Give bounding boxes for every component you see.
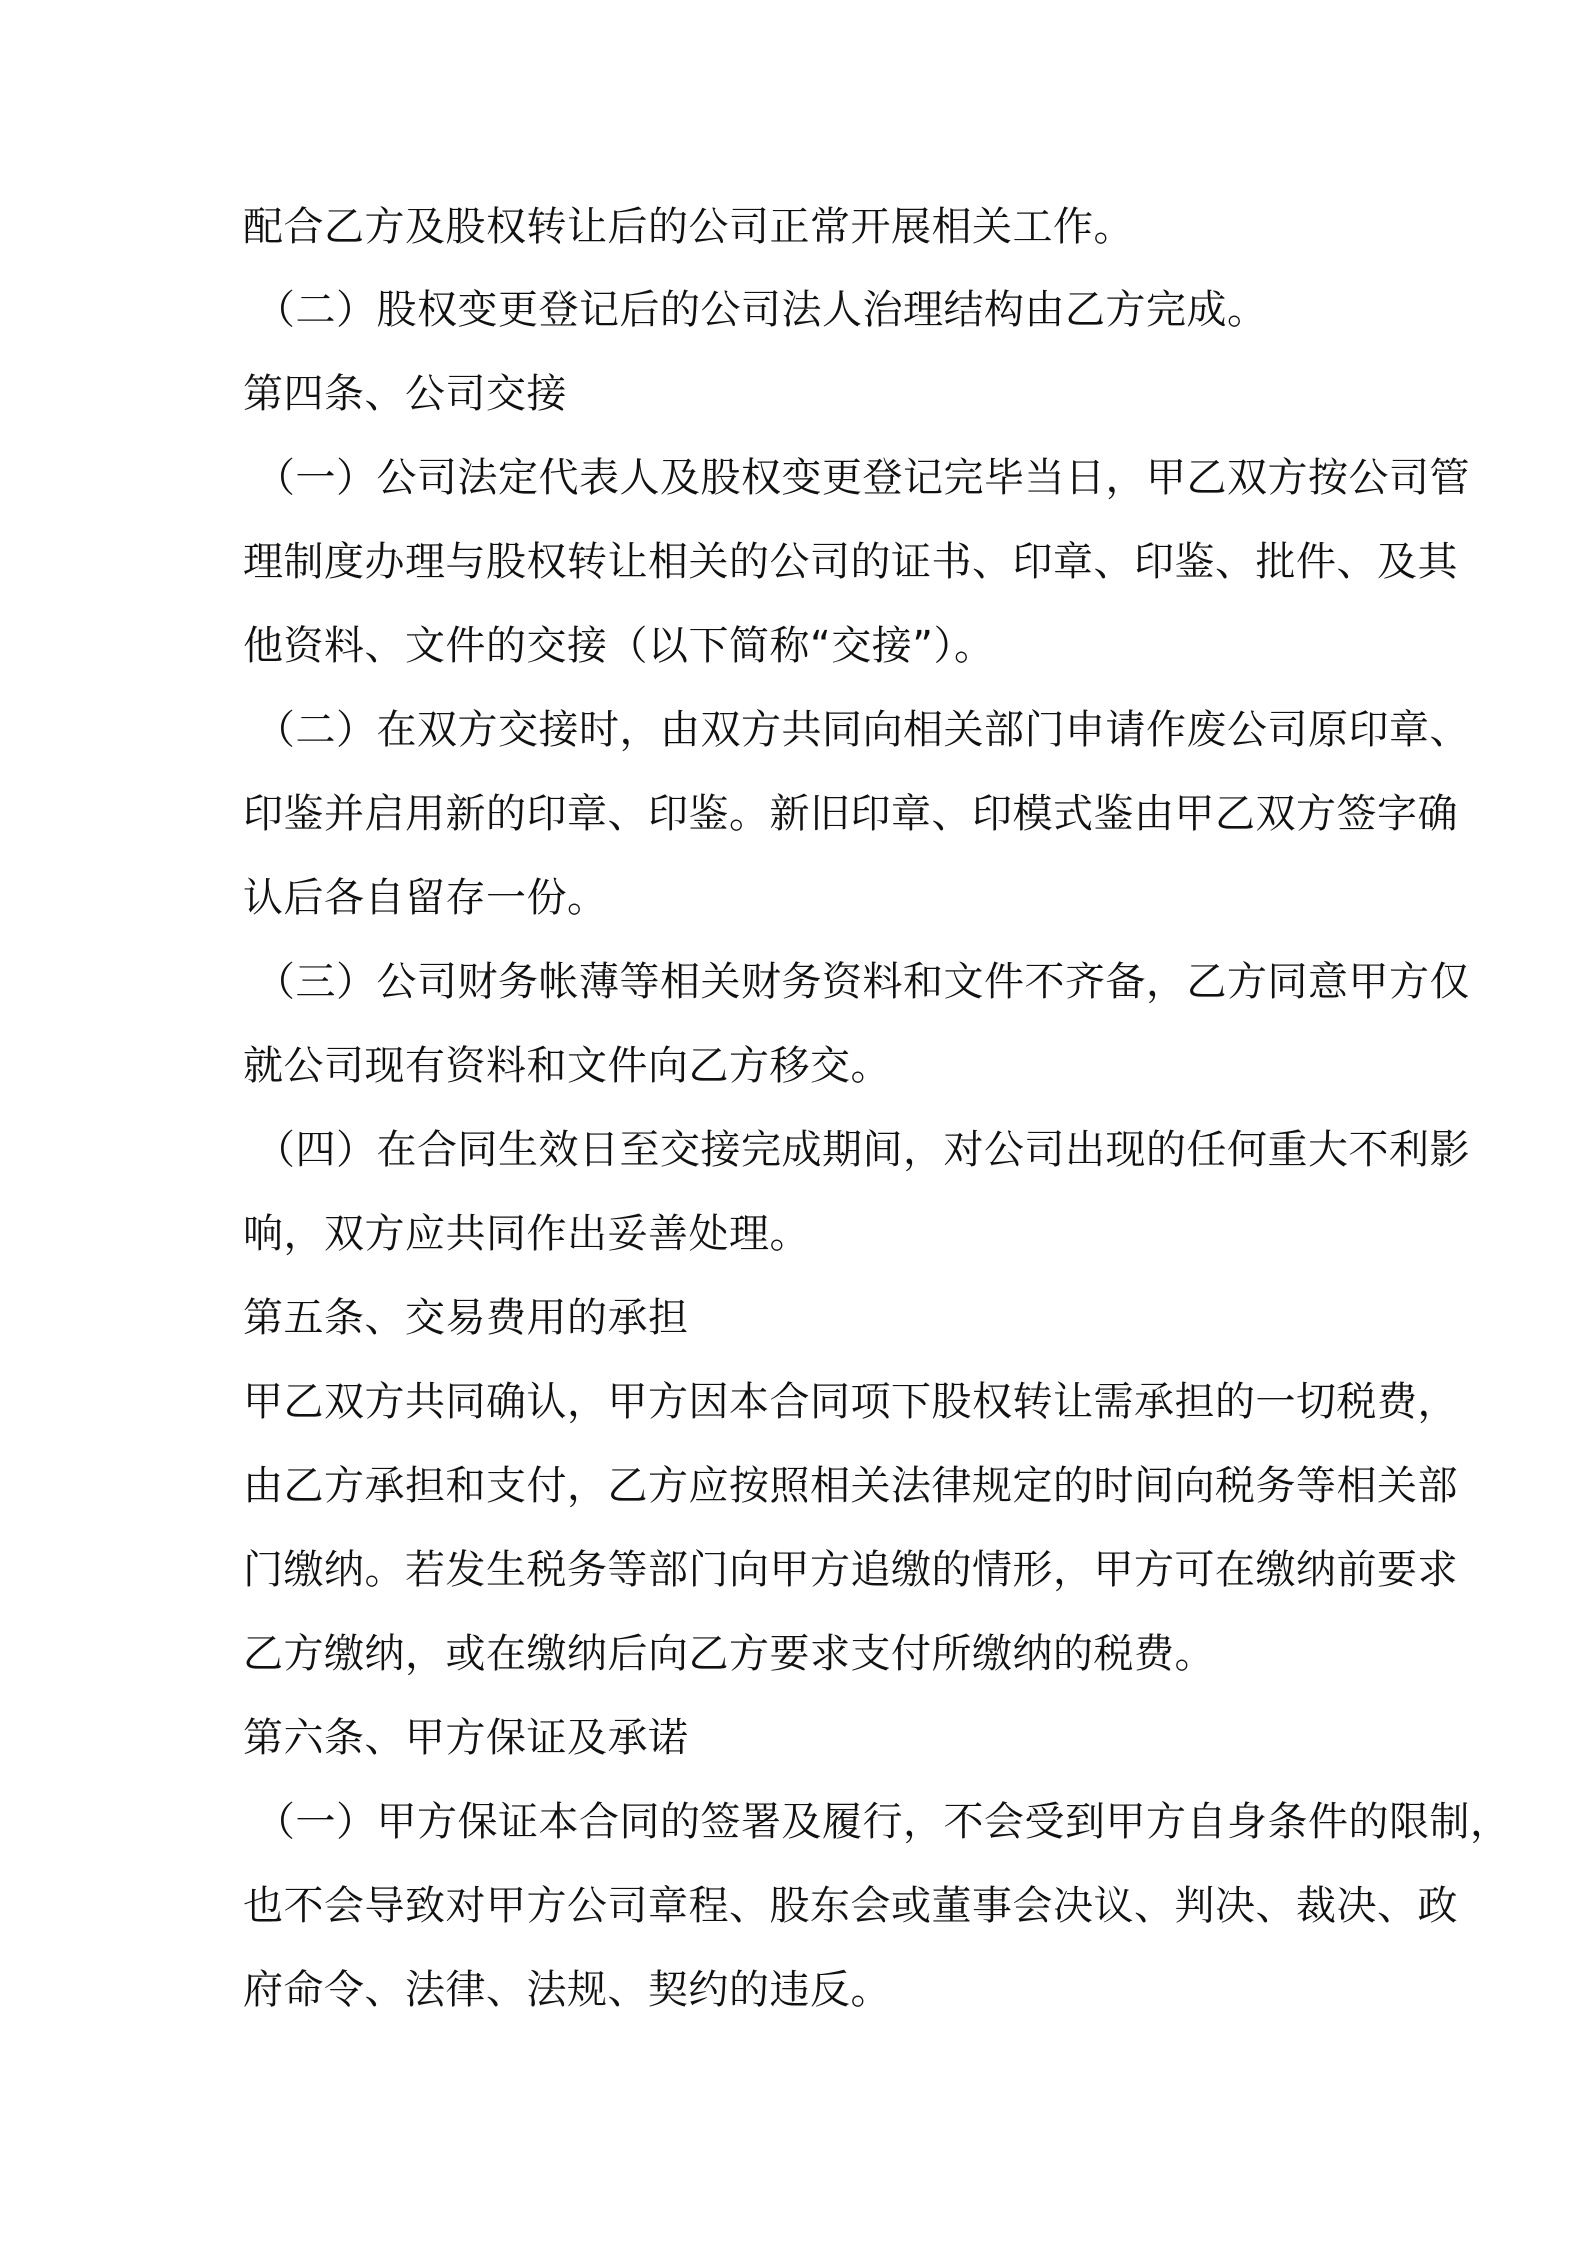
paragraph-line: 他资料、文件的交接（以下简称“交接”）。 [243,623,995,669]
article-heading: 第四条、公司交接 [243,371,567,417]
paragraph-line: 由乙方承担和支付，乙方应按照相关法律规定的时间向税务等相关部 [243,1463,1458,1509]
paragraph-line: （一）甲方保证本合同的签署及履行，不会受到甲方自身条件的限制， [255,1799,1511,1845]
paragraph-line: 府命令、法律、法规、契约的违反。 [243,1967,891,2013]
paragraph-line: 印鉴并启用新的印章、印鉴。新旧印章、印模式鉴由甲乙双方签字确 [243,791,1458,837]
paragraph-line: （一）公司法定代表人及股权变更登记完毕当日，甲乙双方按公司管 [255,455,1470,501]
paragraph-line: 配合乙方及股权转让后的公司正常开展相关工作。 [243,204,1134,250]
paragraph-line: （三）公司财务帐薄等相关财务资料和文件不齐备，乙方同意甲方仅 [255,959,1470,1005]
paragraph-line: 甲乙双方共同确认，甲方因本合同项下股权转让需承担的一切税费， [243,1379,1458,1425]
article-heading: 第五条、交易费用的承担 [243,1295,689,1341]
paragraph-line: （四）在合同生效日至交接完成期间，对公司出现的任何重大不利影 [255,1127,1470,1173]
paragraph-line: 门缴纳。若发生税务等部门向甲方追缴的情形，甲方可在缴纳前要求 [243,1547,1458,1593]
paragraph-line: 认后各自留存一份。 [243,875,608,921]
paragraph-line: （二）股权变更登记后的公司法人治理结构由乙方完成。 [255,287,1268,333]
paragraph-line: 理制度办理与股权转让相关的公司的证书、印章、印鉴、批件、及其 [243,539,1458,585]
paragraph-line: 乙方缴纳，或在缴纳后向乙方要求支付所缴纳的税费。 [243,1631,1215,1677]
article-heading: 第六条、甲方保证及承诺 [243,1715,689,1761]
paragraph-line: （二）在双方交接时，由双方共同向相关部门申请作废公司原印章、 [255,707,1470,753]
paragraph-line: 就公司现有资料和文件向乙方移交。 [243,1043,891,1089]
paragraph-line: 响，双方应共同作出妥善处理。 [243,1211,810,1257]
paragraph-line: 也不会导致对甲方公司章程、股东会或董事会决议、判决、裁决、政 [243,1883,1458,1929]
